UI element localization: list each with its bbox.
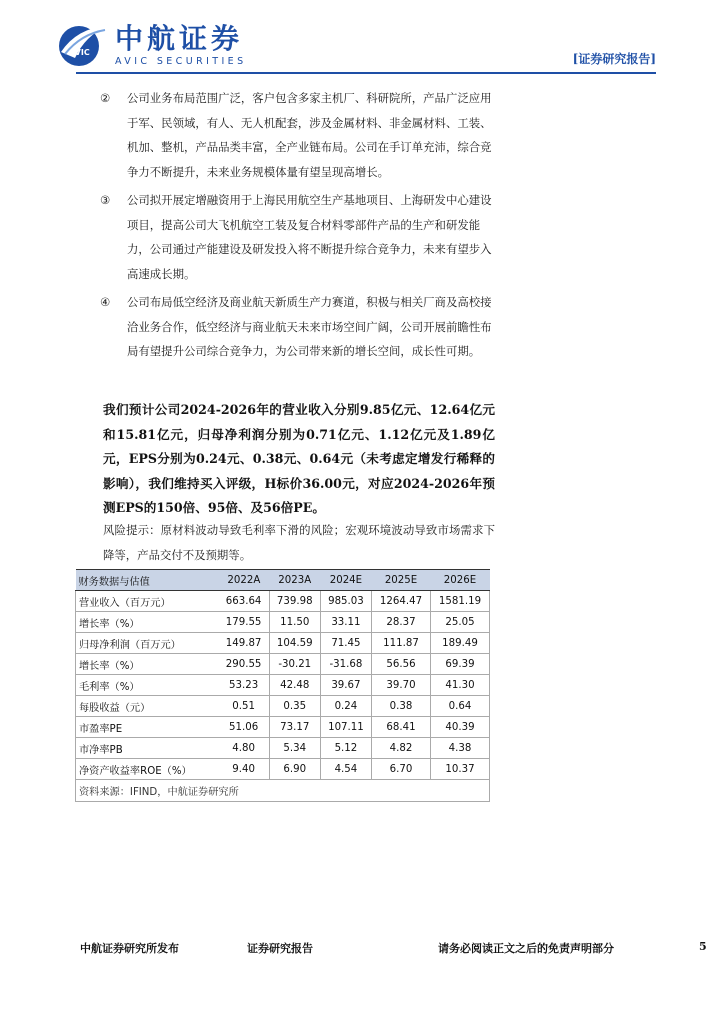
table-row xyxy=(76,717,490,738)
list-item-number: ④ xyxy=(100,295,111,309)
table-row-label: 营业收入（百万元） xyxy=(76,591,219,612)
footer-disclaimer: 请务必阅读正文之后的免责声明部分 xyxy=(438,942,614,955)
list-item xyxy=(100,86,500,184)
table-cell: 1581.19 xyxy=(430,591,489,612)
page-number: 5 xyxy=(699,940,707,953)
table-row-label: 归母净利润（百万元） xyxy=(76,633,219,654)
table-cell: 42.48 xyxy=(269,675,320,696)
list-item-text: 公司业务布局范围广泛，客户包含多家主机厂、科研院所，产品广泛应用于军、民领域，有人、无人机配套，涉及金属材料、非金属材料、工装、机加、整机，产品品类丰富，全产业链布局。公司在手订单充沛，综合竞争力不断提升，未来业务规模体量有望呈现高增长。 xyxy=(127,91,492,179)
table-cell: 40.39 xyxy=(430,717,489,738)
report-type-tag: [证券研究报告] xyxy=(572,52,656,66)
table-cell: 11.50 xyxy=(269,612,320,633)
table-source-note: 资料来源：IFIND，中航证券研究所 xyxy=(76,780,490,802)
table-cell: 39.67 xyxy=(320,675,371,696)
table-header-row xyxy=(76,570,490,591)
table-header-cell: 财务数据与估值 xyxy=(76,570,219,591)
table-cell: 0.38 xyxy=(372,696,431,717)
list-item xyxy=(100,188,500,286)
table-cell: 28.37 xyxy=(372,612,431,633)
table-row-label: 净资产收益率ROE（%） xyxy=(76,759,219,780)
table-cell: 9.40 xyxy=(219,759,270,780)
table-row-label: 增长率（%） xyxy=(76,612,219,633)
table-cell: 6.90 xyxy=(269,759,320,780)
table-cell: 107.11 xyxy=(320,717,371,738)
list-item-text: 公司拟开展定增融资用于上海民用航空生产基地项目、上海研发中心建设项目，提高公司大飞机航空工装及复合材料零部件产品的生产和研发能力，公司通过产能建设及研发投入将不断提升综合竞争力，未来有望步入高速成长期。 xyxy=(127,193,492,281)
highlights-list xyxy=(100,86,500,364)
table-header-cell: 2025E xyxy=(372,570,431,591)
table-cell: 4.80 xyxy=(219,738,270,759)
table-cell: 39.70 xyxy=(372,675,431,696)
table-cell: 73.17 xyxy=(269,717,320,738)
table-cell: 985.03 xyxy=(320,591,371,612)
table-row xyxy=(76,591,490,612)
table-row xyxy=(76,675,490,696)
table-cell: 10.37 xyxy=(430,759,489,780)
table-header-cell: 2024E xyxy=(320,570,371,591)
table-cell: 5.34 xyxy=(269,738,320,759)
avic-logo-icon xyxy=(55,22,109,68)
table-cell: 56.56 xyxy=(372,654,431,675)
list-item-text: 公司布局低空经济及商业航天新质生产力赛道，积极与相关厂商及高校接洽业务合作，低空经济与商业航天未来市场空间广阔，公司开展前瞻性布局有望提升公司综合竞争力，为公司带来新的增长空间，成长性可期。 xyxy=(127,295,492,358)
table-row xyxy=(76,738,490,759)
company-logo xyxy=(55,22,255,72)
table-cell: 739.98 xyxy=(269,591,320,612)
list-item-number: ③ xyxy=(100,193,111,207)
table-cell: 25.05 xyxy=(430,612,489,633)
logo-badge-text: AVIC xyxy=(69,48,90,57)
table-header-cell: 2022A xyxy=(219,570,270,591)
table-cell: 179.55 xyxy=(219,612,270,633)
table-cell: 149.87 xyxy=(219,633,270,654)
list-item xyxy=(100,290,500,364)
table-cell: 0.35 xyxy=(269,696,320,717)
list-item-number: ② xyxy=(100,91,111,105)
table-row xyxy=(76,633,490,654)
table-cell: 51.06 xyxy=(219,717,270,738)
logo-english-name: AVIC SECURITIES xyxy=(115,56,247,67)
table-row-label: 每股收益（元） xyxy=(76,696,219,717)
table-row xyxy=(76,612,490,633)
table-cell: 41.30 xyxy=(430,675,489,696)
table-row xyxy=(76,654,490,675)
logo-chinese-name: 中航证券 xyxy=(115,22,244,55)
table-cell: 0.51 xyxy=(219,696,270,717)
table-cell: 53.23 xyxy=(219,675,270,696)
table-row-label: 市盈率PE xyxy=(76,717,219,738)
footer-publisher: 中航证券研究所发布 xyxy=(80,942,179,955)
footer-report-type: 证券研究报告 xyxy=(247,942,313,955)
table-cell: 69.39 xyxy=(430,654,489,675)
table-cell: 104.59 xyxy=(269,633,320,654)
table-cell: 4.38 xyxy=(430,738,489,759)
table-cell: 663.64 xyxy=(219,591,270,612)
header-divider xyxy=(76,72,656,74)
table-cell: 4.54 xyxy=(320,759,371,780)
table-cell: -30.21 xyxy=(269,654,320,675)
table-cell: 33.11 xyxy=(320,612,371,633)
table-cell: 5.12 xyxy=(320,738,371,759)
table-cell: 0.24 xyxy=(320,696,371,717)
table-cell: 4.82 xyxy=(372,738,431,759)
table-cell: 0.64 xyxy=(430,696,489,717)
table-row-label: 市净率PB xyxy=(76,738,219,759)
table-row-label: 增长率（%） xyxy=(76,654,219,675)
table-cell: 111.87 xyxy=(372,633,431,654)
table-cell: 68.41 xyxy=(372,717,431,738)
table-row xyxy=(76,759,490,780)
table-cell: 6.70 xyxy=(372,759,431,780)
financial-data-table xyxy=(75,569,490,802)
table-cell: -31.68 xyxy=(320,654,371,675)
table-cell: 1264.47 xyxy=(372,591,431,612)
table-row-label: 毛利率（%） xyxy=(76,675,219,696)
table-header-cell: 2026E xyxy=(430,570,489,591)
table-source-row xyxy=(76,780,490,802)
table-row xyxy=(76,696,490,717)
table-cell: 290.55 xyxy=(219,654,270,675)
table-cell: 71.45 xyxy=(320,633,371,654)
table-header-cell: 2023A xyxy=(269,570,320,591)
risk-warning-paragraph: 风险提示：原材料波动导致毛利率下滑的风险；宏观环境波动导致市场需求下降等，产品交付不及预期等。 xyxy=(103,523,495,562)
table-cell: 189.49 xyxy=(430,633,489,654)
forecast-paragraph: 我们预计公司2024-2026年的营业收入分别9.85亿元、12.64亿元和15.81亿元，归母净利润分别为0.71亿元、1.12亿元及1.89亿元，EPS分别为0.24元、0.38元、0.64元（未考虑定增发行稀释的影响），我们维持买入评级，H标价36.00元，对应2024-2026年预测EPS的150倍、95倍、及56倍PE。 xyxy=(103,402,495,515)
